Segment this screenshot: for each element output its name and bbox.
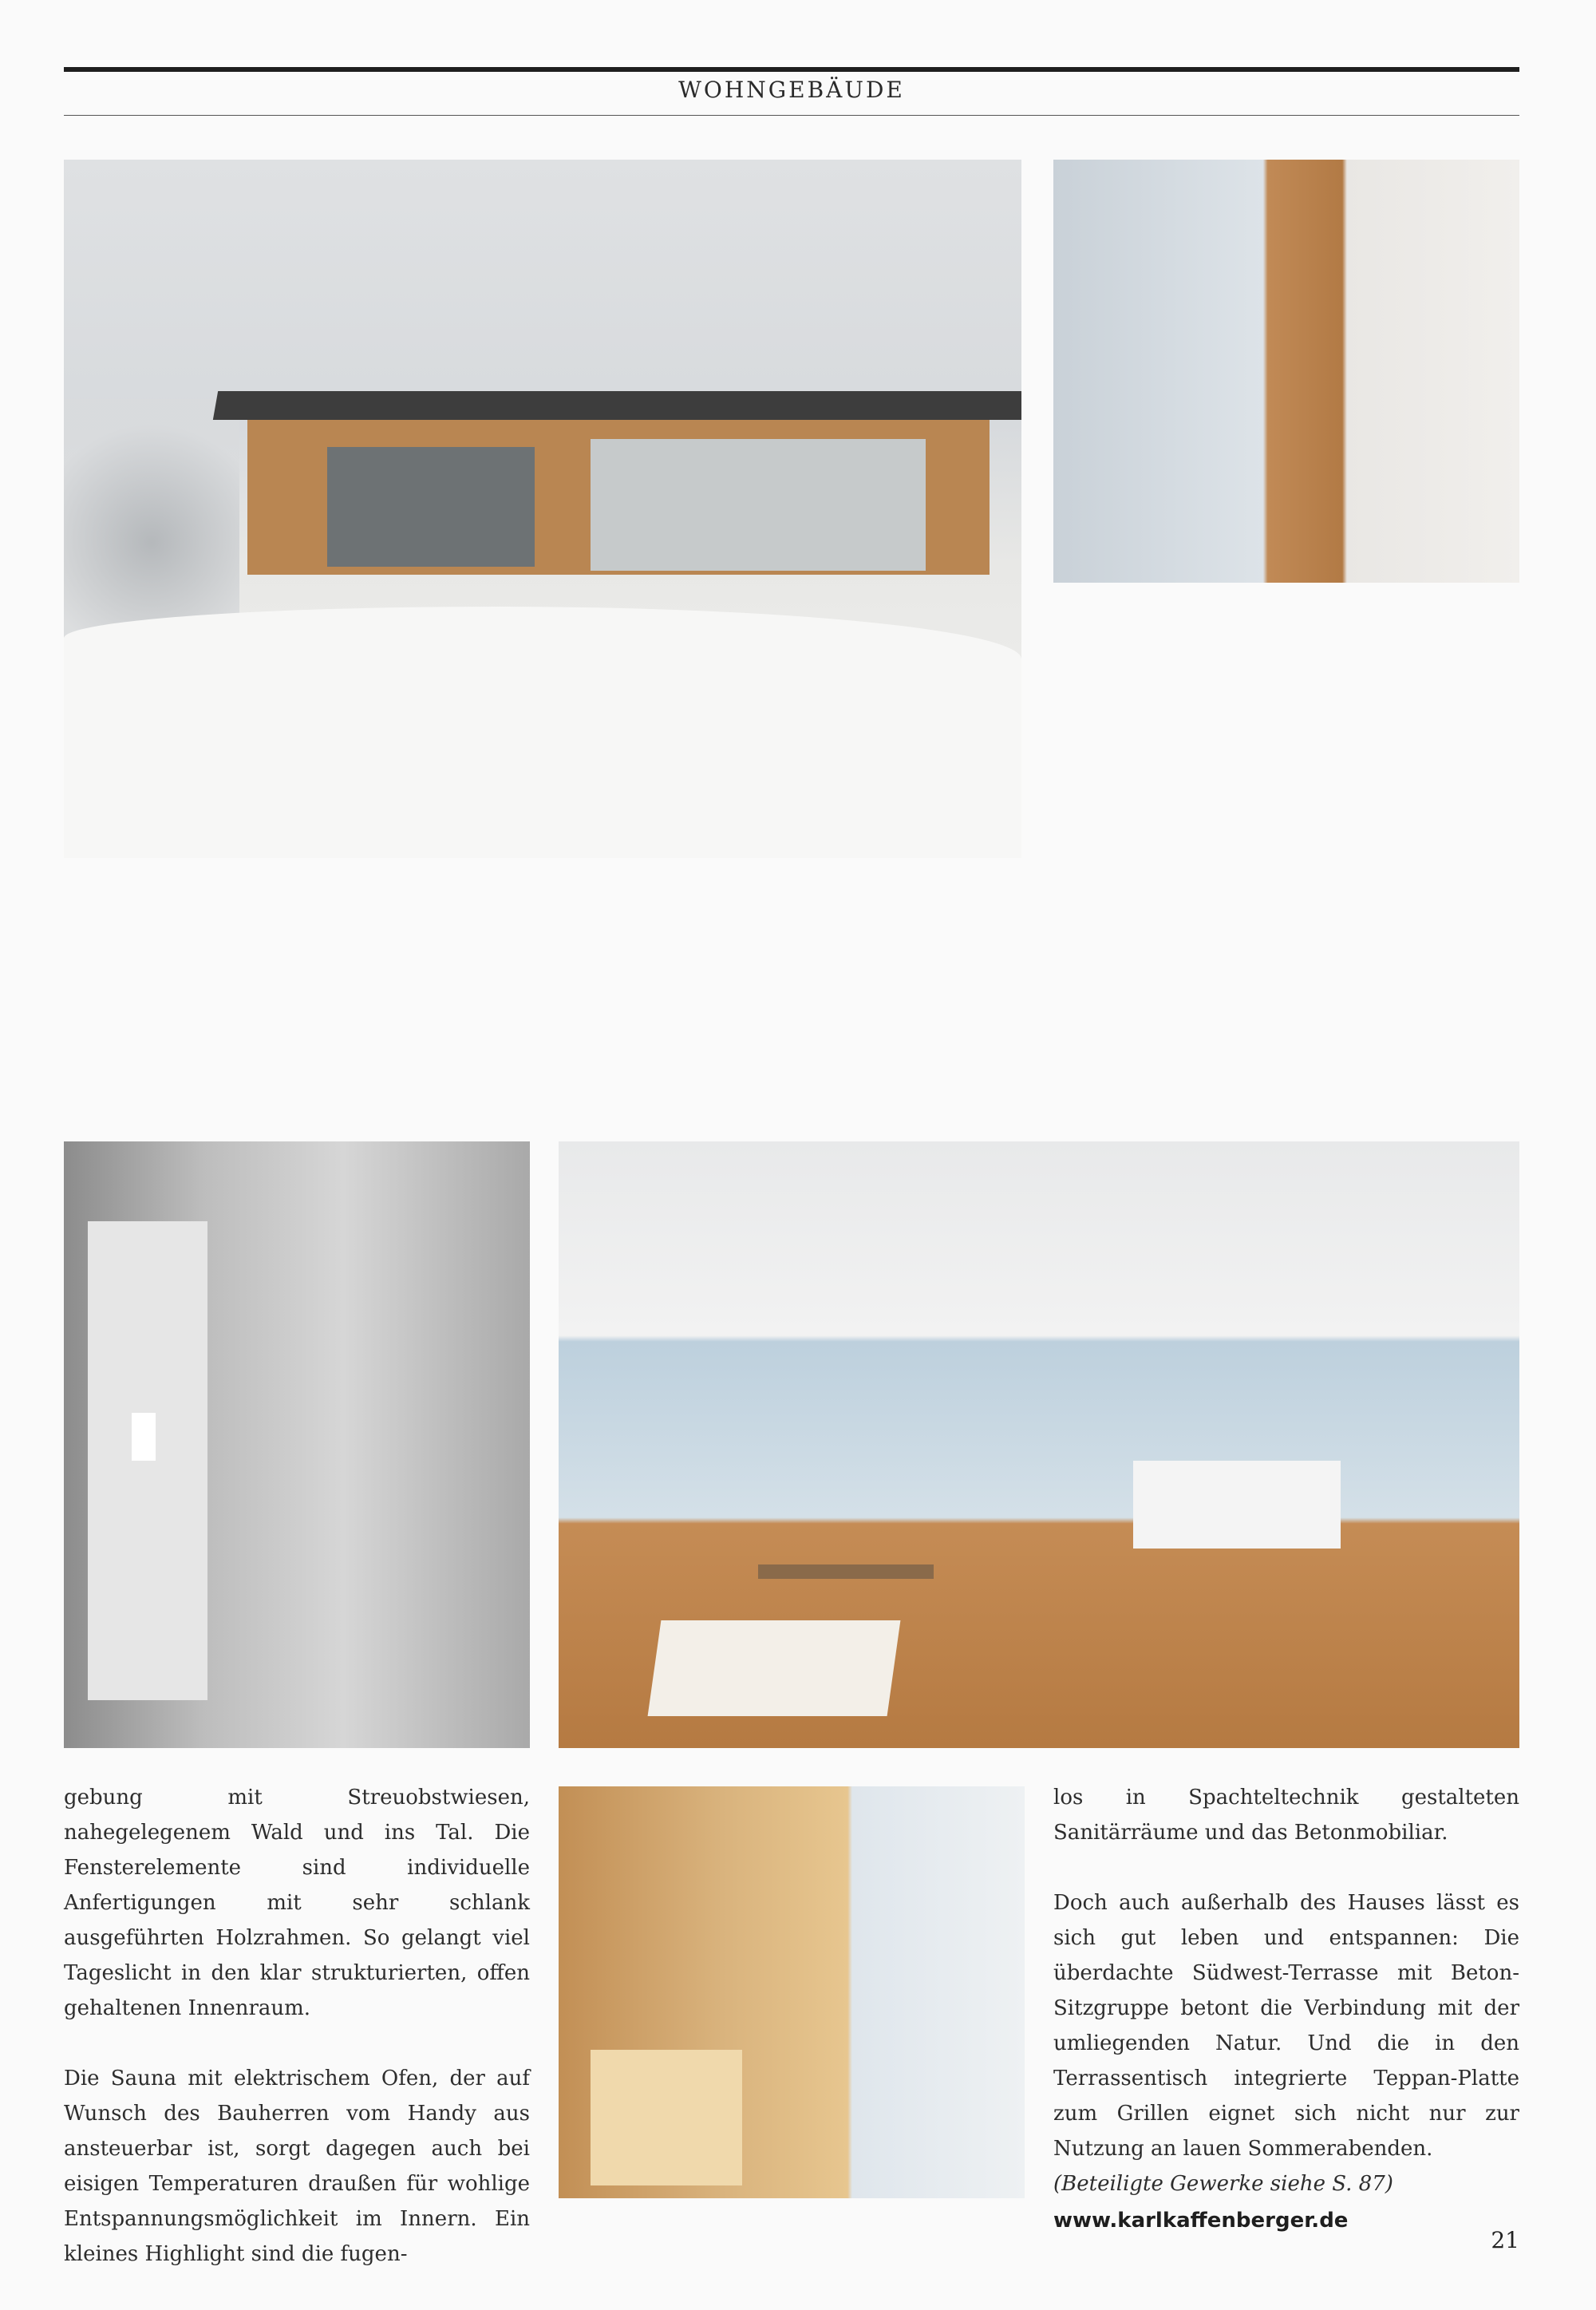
coffee-table-shape bbox=[758, 1564, 934, 1579]
house-terrace-glass-shape bbox=[591, 439, 926, 571]
trees-shape bbox=[64, 399, 239, 639]
photo-living-room bbox=[559, 1141, 1519, 1748]
photo-house-exterior-snow bbox=[64, 160, 1021, 858]
photo-bathroom bbox=[64, 1141, 530, 1748]
header-top-rule bbox=[64, 67, 1519, 72]
article-credits: (Beteiligte Gewerke siehe S. 87) bbox=[1053, 2172, 1393, 2196]
kitchen-counter-shape bbox=[1133, 1461, 1341, 1549]
article-paragraph: Doch auch außerhalb des Hauses lässt es sich gut leben und entspannen: Die überdachte Südwest-Terrasse mit Beton-Sitzgruppe betont die Verbindung mit der umliegenden Natur. Und die in den Terrassentisch integrierte Teppan-Platte zum Grillen eignet sich nicht nur zur Nutzung an lauen Sommerabenden. bbox=[1053, 1891, 1519, 2161]
article-column-left bbox=[64, 1780, 530, 2272]
towel-radiator-shape bbox=[88, 1221, 207, 1700]
article-column-right bbox=[1053, 1780, 1519, 2238]
header-bottom-rule bbox=[64, 115, 1519, 116]
website-link[interactable]: www.karlkaffenberger.de bbox=[1053, 2209, 1349, 2233]
towel-shape bbox=[132, 1413, 156, 1461]
rug-shape bbox=[648, 1620, 901, 1716]
roof-shape bbox=[213, 391, 1021, 420]
article-paragraph: gebung mit Streuobstwiesen, nahegelegenem Wald und ins Tal. Die Fensterelemente sind individuelle Anfertigungen mit sehr schlank ausgeführten Holzrahmen. So gelangt viel Tageslicht in den klar strukturierten, offen gehaltenen Innenraum. bbox=[64, 1786, 530, 2020]
snow-hill-shape bbox=[64, 607, 1021, 858]
photo-sauna bbox=[559, 1786, 1025, 2198]
article-paragraph: los in Spachteltechnik gestalteten Sanitärräume und das Betonmobiliar. bbox=[1053, 1786, 1519, 1845]
article-paragraph: Die Sauna mit elektrischem Ofen, der auf Wunsch des Bauherren vom Handy aus ansteuerbar ist, sorgt dagegen auch bei eisigen Temperaturen draußen für wohlige Entspannungsmöglichkeit im Innern. Ein kleines Highlight sind die fugen- bbox=[64, 2067, 530, 2266]
photo-interior-corner-window bbox=[1053, 160, 1519, 583]
page-number: 21 bbox=[1491, 2227, 1519, 2253]
sauna-bench-shape bbox=[591, 2050, 742, 2185]
section-title: WOHNGEBÄUDE bbox=[678, 77, 905, 103]
house-glass-shape bbox=[327, 447, 535, 567]
